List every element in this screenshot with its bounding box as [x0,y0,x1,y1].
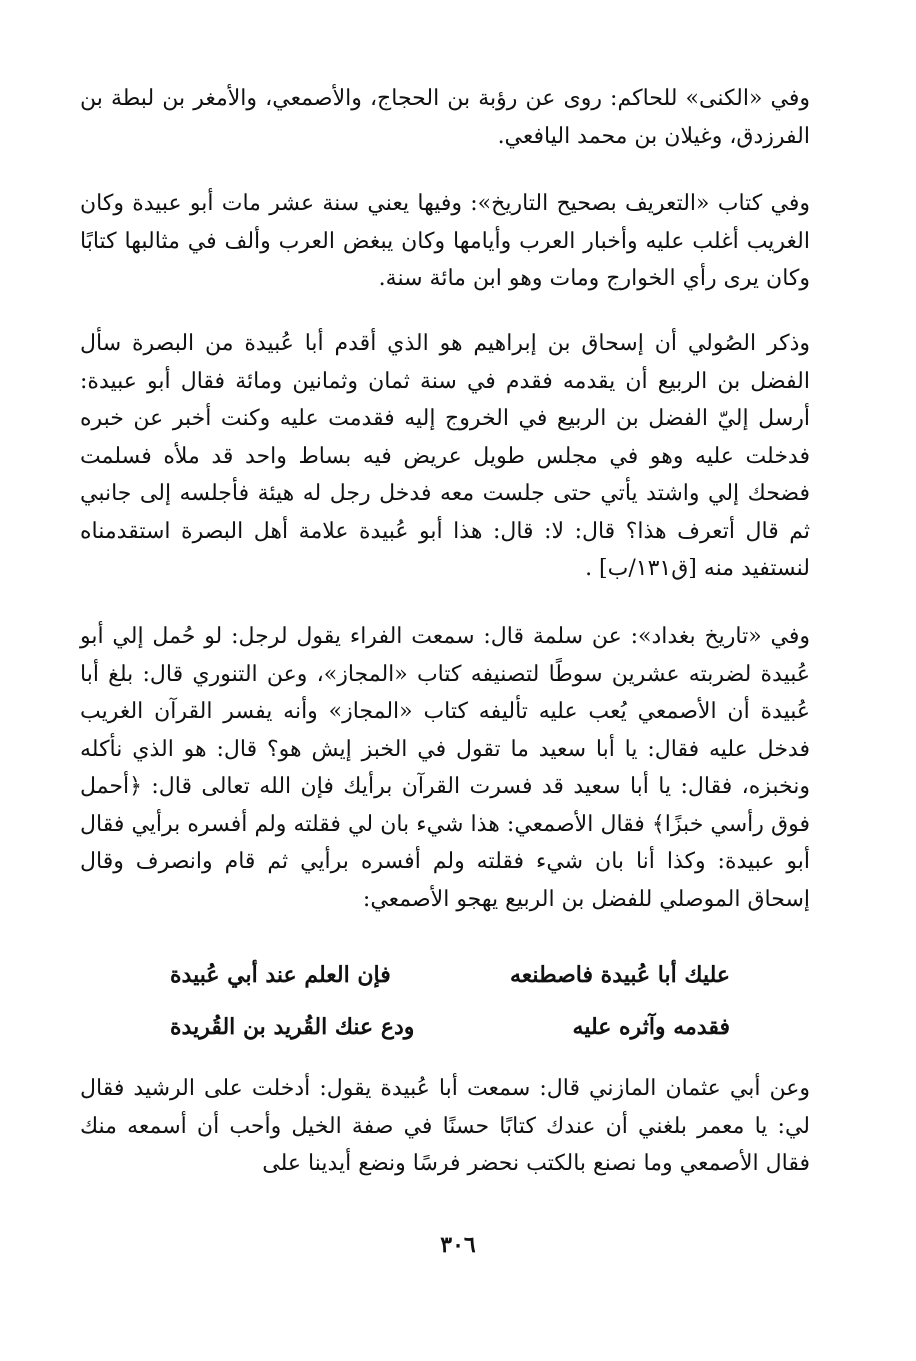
poem-verse [170,962,730,1002]
verse-first-hemistich: فقدمه وآثره عليه [572,1014,730,1040]
paragraph-mazini [80,1070,810,1183]
paragraph-text: وعن أبي عثمان المازني قال: سمعت أبا عُبيدة يقول: أدخلت على الرشيد فقال لي: يا معمر بلغني أن عندك كتابًا حسنًا في صفة الخيل وأحب أن أسمعه منك فقال الأصمعي وما نصنع بالكتب نحضر فرسًا ونضع أيدينا على [80,1076,810,1176]
verse-second-hemistich: فإن العلم عند أبي عُبيدة [170,962,391,988]
paragraph-kuna [80,80,810,155]
paragraph-text: وذكر الصُولي أن إسحاق بن إبراهيم هو الذي أقدم أبا عُبيدة من البصرة سأل الفضل بن الربيع أن يقدمه فقدم في سنة ثمان وثمانين ومائة فقال أبو عبيدة: أرسل إليّ الفضل بن الربيع في الخروج إليه فقدمت عليه وكنت أخبر عن خبره فدخلت عليه وهو في مجلس طويل عريض فيه بساط واحد قد ملأه فسلمت فضحك إلي واشتد يأتي حتى جلست معه فدخل رجل له هيئة فأجلسه إلى جانبي ثم قال أتعرف هذا؟ قال: لا: قال: هذا أبو عُبيدة علامة أهل البصرة استقدمناه لنستفيد منه [ق١٣١/ب] . [80,331,810,581]
paragraph-text: وفي «تاريخ بغداد»: عن سلمة قال: سمعت الفراء يقول لرجل: لو حُمل إلي أبو عُبيدة لضربته عشرين سوطًا لتصنيفه كتاب «المجاز»، وعن التنوري قال: بلغ أبا عُبيدة أن الأصمعي يُعب عليه تأليفه كتاب «المجاز» وأنه يفسر القرآن الغريب فدخل عليه فقال: يا أبا سعيد ما تقول في الخبز إيش هو؟ قال: هو الذي نأكله ونخبزه، فقال: يا أبا سعيد قد فسرت القرآن برأيك فإن الله تعالى قال: ﴿أحمل فوق رأسي خبزًا﴾ فقال الأصمعي: هذا شيء بان لي فقلته ولم أفسره برأيي فقال أبو عبيدة: وكذا أنا بان شيء فقلته ولم أفسره برأيي ثم قام وانصرف وقال إسحاق الموصلي للفضل بن الربيع يهجو الأصمعي: [80,624,810,912]
paragraph-suli [80,325,810,588]
page-number: ٣٠٦ [440,1232,476,1258]
paragraph-text: وفي «الكنى» للحاكم: روى عن رؤبة بن الحجاج، والأصمعي، والأمغر بن لبطة بن الفرزدق، وغيلان بن محمد اليافعي. [80,86,810,149]
verse-first-hemistich: عليك أبا عُبيدة فاصطنعه [510,962,730,988]
paragraph-tarif [80,185,810,298]
paragraph-text: وفي كتاب «التعريف بصحيح التاريخ»: وفيها يعني سنة عشر مات أبو عبيدة وكان الغريب أغلب عليه وأخبار العرب وأيامها وكان يبغض العرب وألف في مثالبها كتابًا وكان يرى رأي الخوارج ومات وهو ابن مائة سنة. [80,191,810,291]
verse-second-hemistich: ودع عنك القُريد بن القُريدة [170,1014,415,1040]
poem-verse [170,1014,730,1054]
paragraph-tarikh-baghdad [80,618,810,918]
